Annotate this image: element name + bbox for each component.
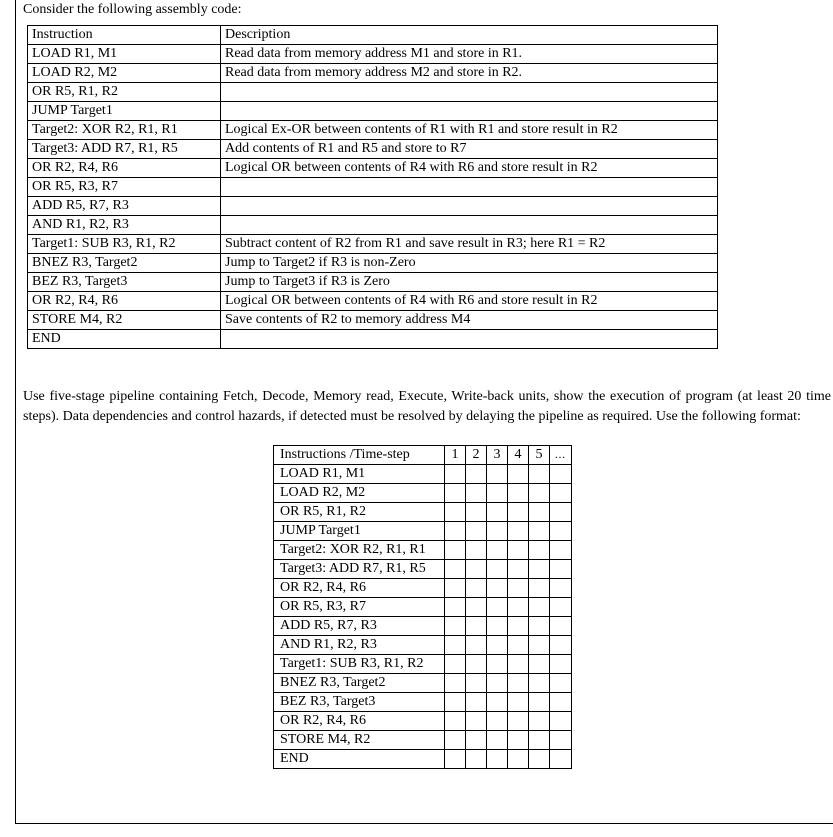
empty-stage-cell [508, 731, 529, 750]
table-row [28, 45, 718, 64]
empty-stage-cell [466, 636, 487, 655]
empty-stage-cell [487, 655, 508, 674]
description-cell: Logical OR between contents of R4 with R6 and store result in R2 [221, 292, 718, 311]
empty-stage-cell [529, 712, 550, 731]
empty-stage-cell [445, 484, 466, 503]
pipeline-instruction-cell: LOAD R2, M2 [274, 484, 445, 503]
description-cell: Subtract content of R2 from R1 and save result in R3; here R1 = R2 [221, 235, 718, 254]
empty-stage-cell [487, 674, 508, 693]
table-header-row [28, 26, 718, 45]
instruction-cell: LOAD R2, M2 [28, 64, 221, 83]
instruction-cell: Target1: SUB R3, R1, R2 [28, 235, 221, 254]
pipeline-instruction-cell: END [274, 750, 445, 769]
pipeline-format-table [273, 445, 572, 769]
empty-stage-cell [508, 522, 529, 541]
table-row [274, 503, 572, 522]
empty-stage-cell [550, 693, 572, 712]
table-row [274, 560, 572, 579]
empty-stage-cell [445, 674, 466, 693]
table-row [274, 731, 572, 750]
instruction-cell: STORE M4, R2 [28, 311, 221, 330]
table-row [28, 292, 718, 311]
description-cell [221, 330, 718, 349]
empty-stage-cell [508, 712, 529, 731]
instruction-cell: BEZ R3, Target3 [28, 273, 221, 292]
empty-stage-cell [529, 579, 550, 598]
empty-stage-cell [487, 579, 508, 598]
empty-stage-cell [508, 674, 529, 693]
empty-stage-cell [466, 598, 487, 617]
empty-stage-cell [550, 750, 572, 769]
description-cell [221, 102, 718, 121]
table-row [28, 140, 718, 159]
empty-stage-cell [529, 655, 550, 674]
instructions-paragraph: Use five-stage pipeline containing Fetch, Decode, Memory read, Execute, Write-back units, show the execution of program (at least 20 time steps). Data dependencies and control hazards, if detected must be resolved by delaying the pipeline as required. Use the following format: [23, 389, 831, 424]
empty-stage-cell [529, 731, 550, 750]
empty-stage-cell [550, 674, 572, 693]
instruction-cell: JUMP Target1 [28, 102, 221, 121]
description-cell [221, 83, 718, 102]
empty-stage-cell [550, 541, 572, 560]
empty-stage-cell [466, 731, 487, 750]
instruction-cell: ADD R5, R7, R3 [28, 197, 221, 216]
table-row [274, 693, 572, 712]
instruction-header: Instruction [28, 26, 221, 45]
empty-stage-cell [466, 465, 487, 484]
pipeline-instruction-cell: ADD R5, R7, R3 [274, 617, 445, 636]
empty-stage-cell [529, 541, 550, 560]
table-row [274, 465, 572, 484]
pipeline-instruction-cell: OR R5, R3, R7 [274, 598, 445, 617]
empty-stage-cell [487, 598, 508, 617]
table-row [274, 617, 572, 636]
empty-stage-cell [445, 560, 466, 579]
table-row [28, 121, 718, 140]
description-cell [221, 178, 718, 197]
instruction-cell: OR R5, R1, R2 [28, 83, 221, 102]
table-row [274, 636, 572, 655]
empty-stage-cell [445, 712, 466, 731]
empty-stage-cell [508, 465, 529, 484]
table-row [274, 522, 572, 541]
instruction-cell: OR R2, R4, R6 [28, 159, 221, 178]
table-header-row [274, 446, 572, 465]
description-cell: Read data from memory address M2 and store in R2. [221, 64, 718, 83]
empty-stage-cell [529, 503, 550, 522]
instruction-cell: LOAD R1, M1 [28, 45, 221, 64]
empty-stage-cell [445, 636, 466, 655]
empty-stage-cell [466, 655, 487, 674]
empty-stage-cell [508, 598, 529, 617]
empty-stage-cell [529, 693, 550, 712]
empty-stage-cell [529, 636, 550, 655]
table-row [274, 541, 572, 560]
table-row [28, 64, 718, 83]
description-cell: Logical OR between contents of R4 with R6 and store result in R2 [221, 159, 718, 178]
empty-stage-cell [466, 560, 487, 579]
description-cell: Save contents of R2 to memory address M4 [221, 311, 718, 330]
table-row [28, 178, 718, 197]
table-row [274, 674, 572, 693]
table-row [274, 712, 572, 731]
empty-stage-cell [487, 750, 508, 769]
time-step-header-cell: 1 [445, 446, 466, 465]
empty-stage-cell [508, 579, 529, 598]
pipeline-instruction-cell: OR R2, R4, R6 [274, 712, 445, 731]
empty-stage-cell [445, 579, 466, 598]
description-cell: Logical Ex-OR between contents of R1 with R1 and store result in R2 [221, 121, 718, 140]
pipeline-instruction-cell: LOAD R1, M1 [274, 465, 445, 484]
empty-stage-cell [529, 674, 550, 693]
empty-stage-cell [550, 636, 572, 655]
table-row [28, 235, 718, 254]
assembly-code-table [27, 25, 718, 349]
table-row [274, 655, 572, 674]
table-row [274, 750, 572, 769]
pipeline-instruction-cell: STORE M4, R2 [274, 731, 445, 750]
table-row [274, 579, 572, 598]
empty-stage-cell [550, 503, 572, 522]
empty-stage-cell [508, 560, 529, 579]
description-header: Description [221, 26, 718, 45]
table-row [28, 83, 718, 102]
empty-stage-cell [445, 541, 466, 560]
description-cell: Jump to Target2 if R3 is non-Zero [221, 254, 718, 273]
empty-stage-cell [487, 484, 508, 503]
empty-stage-cell [466, 674, 487, 693]
empty-stage-cell [508, 693, 529, 712]
empty-stage-cell [445, 655, 466, 674]
empty-stage-cell [487, 560, 508, 579]
empty-stage-cell [487, 712, 508, 731]
table-row [28, 197, 718, 216]
pipeline-instruction-cell: OR R2, R4, R6 [274, 579, 445, 598]
empty-stage-cell [487, 522, 508, 541]
description-cell: Jump to Target3 if R3 is Zero [221, 273, 718, 292]
time-step-header-cell: 3 [487, 446, 508, 465]
instruction-cell: AND R1, R2, R3 [28, 216, 221, 235]
empty-stage-cell [445, 465, 466, 484]
empty-stage-cell [445, 503, 466, 522]
empty-stage-cell [487, 465, 508, 484]
table-row [28, 102, 718, 121]
empty-stage-cell [487, 541, 508, 560]
pipeline-instruction-cell: JUMP Target1 [274, 522, 445, 541]
table-row [28, 159, 718, 178]
empty-stage-cell [508, 636, 529, 655]
empty-stage-cell [487, 636, 508, 655]
pipeline-instruction-cell: OR R5, R1, R2 [274, 503, 445, 522]
empty-stage-cell [445, 617, 466, 636]
empty-stage-cell [445, 750, 466, 769]
empty-stage-cell [487, 503, 508, 522]
table-row [28, 311, 718, 330]
empty-stage-cell [466, 503, 487, 522]
instruction-cell: OR R2, R4, R6 [28, 292, 221, 311]
empty-stage-cell [550, 579, 572, 598]
table-row [28, 273, 718, 292]
empty-stage-cell [466, 522, 487, 541]
intro-text: Consider the following assembly code: [23, 2, 242, 17]
empty-stage-cell [508, 655, 529, 674]
table-row [28, 254, 718, 273]
empty-stage-cell [529, 750, 550, 769]
empty-stage-cell [466, 693, 487, 712]
empty-stage-cell [466, 712, 487, 731]
empty-stage-cell [529, 598, 550, 617]
pipeline-instruction-cell: BEZ R3, Target3 [274, 693, 445, 712]
description-cell [221, 216, 718, 235]
empty-stage-cell [487, 731, 508, 750]
empty-stage-cell [529, 484, 550, 503]
empty-stage-cell [445, 693, 466, 712]
time-step-header-cell: 5 [529, 446, 550, 465]
time-step-header: Instructions /Time-step [274, 446, 445, 465]
empty-stage-cell [466, 750, 487, 769]
empty-stage-cell [529, 522, 550, 541]
empty-stage-cell [550, 484, 572, 503]
pipeline-instruction-cell: Target3: ADD R7, R1, R5 [274, 560, 445, 579]
instruction-cell: BNEZ R3, Target2 [28, 254, 221, 273]
empty-stage-cell [508, 541, 529, 560]
empty-stage-cell [466, 541, 487, 560]
description-cell [221, 197, 718, 216]
empty-stage-cell [466, 579, 487, 598]
empty-stage-cell [445, 731, 466, 750]
instruction-cell: Target2: XOR R2, R1, R1 [28, 121, 221, 140]
pipeline-instruction-cell: Target2: XOR R2, R1, R1 [274, 541, 445, 560]
empty-stage-cell [550, 560, 572, 579]
empty-stage-cell [508, 503, 529, 522]
empty-stage-cell [487, 693, 508, 712]
description-cell: Read data from memory address M1 and store in R1. [221, 45, 718, 64]
instruction-cell: Target3: ADD R7, R1, R5 [28, 140, 221, 159]
empty-stage-cell [529, 560, 550, 579]
instruction-cell: OR R5, R3, R7 [28, 178, 221, 197]
table-row [28, 216, 718, 235]
description-cell: Add contents of R1 and R5 and store to R7 [221, 140, 718, 159]
pipeline-instruction-cell: AND R1, R2, R3 [274, 636, 445, 655]
empty-stage-cell [529, 465, 550, 484]
empty-stage-cell [487, 617, 508, 636]
empty-stage-cell [550, 522, 572, 541]
empty-stage-cell [445, 598, 466, 617]
empty-stage-cell [466, 484, 487, 503]
empty-stage-cell [445, 522, 466, 541]
empty-stage-cell [550, 731, 572, 750]
table-row [28, 330, 718, 349]
time-step-header-cell: 4 [508, 446, 529, 465]
instruction-cell: END [28, 330, 221, 349]
empty-stage-cell [466, 617, 487, 636]
table-row [274, 484, 572, 503]
empty-stage-cell [508, 484, 529, 503]
empty-stage-cell [529, 617, 550, 636]
table-row [274, 598, 572, 617]
time-step-header-cell: 2 [466, 446, 487, 465]
empty-stage-cell [550, 617, 572, 636]
pipeline-instruction-cell: Target1: SUB R3, R1, R2 [274, 655, 445, 674]
pipeline-instruction-cell: BNEZ R3, Target2 [274, 674, 445, 693]
empty-stage-cell [550, 598, 572, 617]
empty-stage-cell [550, 712, 572, 731]
empty-stage-cell [508, 750, 529, 769]
time-step-header-cell: … [550, 446, 572, 465]
empty-stage-cell [550, 655, 572, 674]
empty-stage-cell [508, 617, 529, 636]
empty-stage-cell [550, 465, 572, 484]
